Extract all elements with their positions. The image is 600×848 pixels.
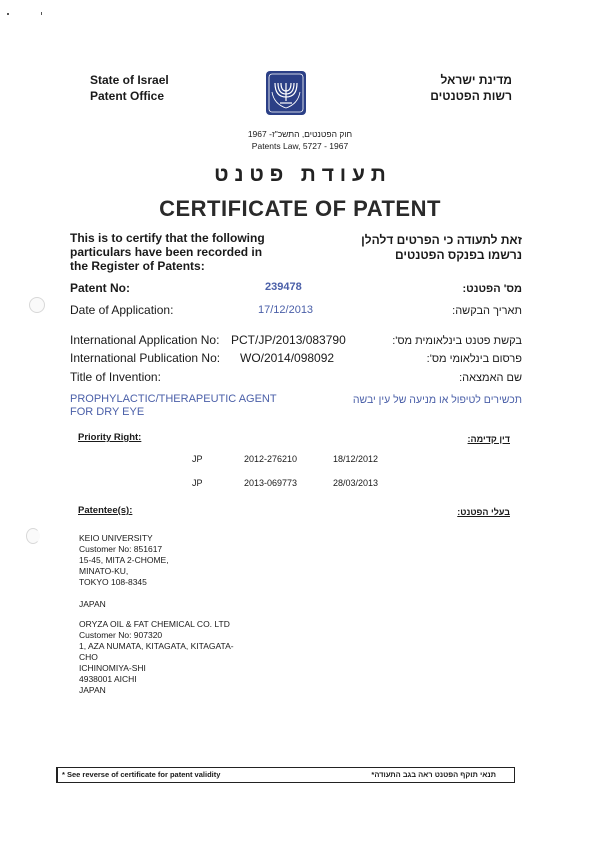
header-office-en: Patent Office bbox=[90, 89, 165, 103]
intl-pub-value: WO/2014/098092 bbox=[240, 351, 335, 365]
patentees-label: Patentee(s): bbox=[78, 505, 133, 516]
priority-country: JP bbox=[192, 454, 203, 464]
patentee-line: Customer No: 907320 bbox=[79, 630, 163, 640]
patentee-line: CHO bbox=[79, 652, 98, 662]
certify-english bbox=[70, 231, 265, 273]
patent-no-label-he: מס' הפטנט: bbox=[462, 283, 522, 295]
certify-he-line: נרשמו בפנקס הפטנטים bbox=[394, 248, 522, 262]
patent-no-label: Patent No: bbox=[70, 281, 130, 295]
certify-en-line: the Register of Patents: bbox=[70, 259, 205, 273]
law-reference bbox=[180, 128, 420, 152]
intl-pub-label: International Publication No: bbox=[70, 351, 221, 365]
patentee-line: ICHINOMIYA-SHI bbox=[79, 663, 146, 673]
certify-en-line: particulars have been recorded in bbox=[70, 245, 263, 259]
patentee-line bbox=[79, 588, 169, 599]
certify-hebrew bbox=[300, 233, 522, 263]
invention-title-en bbox=[70, 393, 277, 419]
invention-title-he: תכשירים לטיפול או מניעה של עין יבשה bbox=[352, 394, 522, 406]
certify-en-line: This is to certify that the following bbox=[70, 231, 265, 245]
invention-title-en-line: PROPHYLACTIC/THERAPEUTIC AGENT bbox=[70, 393, 277, 405]
priority-label-he: דין קדימה: bbox=[467, 434, 510, 444]
patentee-line: JAPAN bbox=[79, 685, 106, 695]
footer-note-he: תנאי תוקף הפטנט ראה בגב התעודה* bbox=[371, 770, 496, 779]
header-left bbox=[90, 72, 169, 104]
intl-pub-label-he: פרסום בינלאומי מס': bbox=[426, 353, 522, 365]
header-state-en: State of Israel bbox=[90, 73, 169, 87]
footer-box bbox=[56, 767, 515, 783]
header-state-he: מדינת ישראל bbox=[440, 73, 512, 87]
patent-no-value: 239478 bbox=[265, 281, 302, 293]
title-of-invention-label: Title of Invention: bbox=[70, 370, 161, 384]
law-hebrew: חוק הפטנטים, התשכ"ז- 1967 bbox=[247, 129, 353, 139]
date-value: 17/12/2013 bbox=[258, 304, 314, 316]
punch-hole bbox=[29, 297, 45, 313]
footer-note-en: * See reverse of certificate for patent validity bbox=[62, 770, 221, 779]
patentee-line: TOKYO 108-8345 bbox=[79, 577, 147, 587]
priority-date: 18/12/2012 bbox=[333, 454, 379, 464]
patentee-line: 15-45, MITA 2-CHOME, bbox=[79, 555, 169, 565]
emblem-seal bbox=[265, 70, 307, 116]
patentee-line: 4938001 AICHI bbox=[79, 674, 137, 684]
priority-label: Priority Right: bbox=[78, 432, 142, 443]
patentee-line: KEIO UNIVERSITY bbox=[79, 533, 153, 543]
title-english: CERTIFICATE OF PATENT bbox=[159, 196, 441, 221]
header-right bbox=[380, 72, 512, 104]
patentee-line: ORYZA OIL & FAT CHEMICAL CO. LTD bbox=[79, 619, 230, 629]
patentees-label-he: בעלי הפטנט: bbox=[457, 507, 510, 517]
title-of-invention-label-he: שם האמצאה: bbox=[459, 372, 522, 384]
date-label-he: תאריך הבקשה: bbox=[452, 305, 522, 317]
invention-title-en-line: FOR DRY EYE bbox=[70, 406, 145, 418]
priority-number: 2012-276210 bbox=[244, 454, 298, 464]
patentee-line: JAPAN bbox=[79, 599, 106, 609]
intl-app-label: International Application No: bbox=[70, 333, 220, 347]
header-office-he: רשות הפטנטים bbox=[430, 89, 512, 103]
intl-app-label-he: בקשת פטנט בינלאומית מס': bbox=[392, 335, 522, 347]
punch-hole bbox=[26, 528, 40, 544]
patentee-block bbox=[79, 619, 234, 696]
patentee-line: 1, AZA NUMATA, KITAGATA, KITAGATA- bbox=[79, 641, 234, 651]
law-english: Patents Law, 5727 - 1967 bbox=[251, 141, 349, 151]
date-label: Date of Application: bbox=[70, 303, 174, 317]
patentee-block bbox=[79, 533, 169, 610]
priority-number: 2013-069773 bbox=[244, 478, 298, 488]
certify-he-line: זאת לתעודה כי הפרטים דלהלן bbox=[361, 233, 522, 247]
patentee-line: MINATO-KU, bbox=[79, 566, 129, 576]
title-hebrew: ת ע ו ד ת פ ט נ ט bbox=[214, 163, 386, 186]
patentee-line: Customer No: 851617 bbox=[79, 544, 163, 554]
priority-date: 28/03/2013 bbox=[333, 478, 379, 488]
speck bbox=[41, 12, 42, 15]
speck bbox=[7, 13, 9, 15]
priority-country: JP bbox=[192, 478, 203, 488]
intl-app-value: PCT/JP/2013/083790 bbox=[231, 333, 346, 347]
